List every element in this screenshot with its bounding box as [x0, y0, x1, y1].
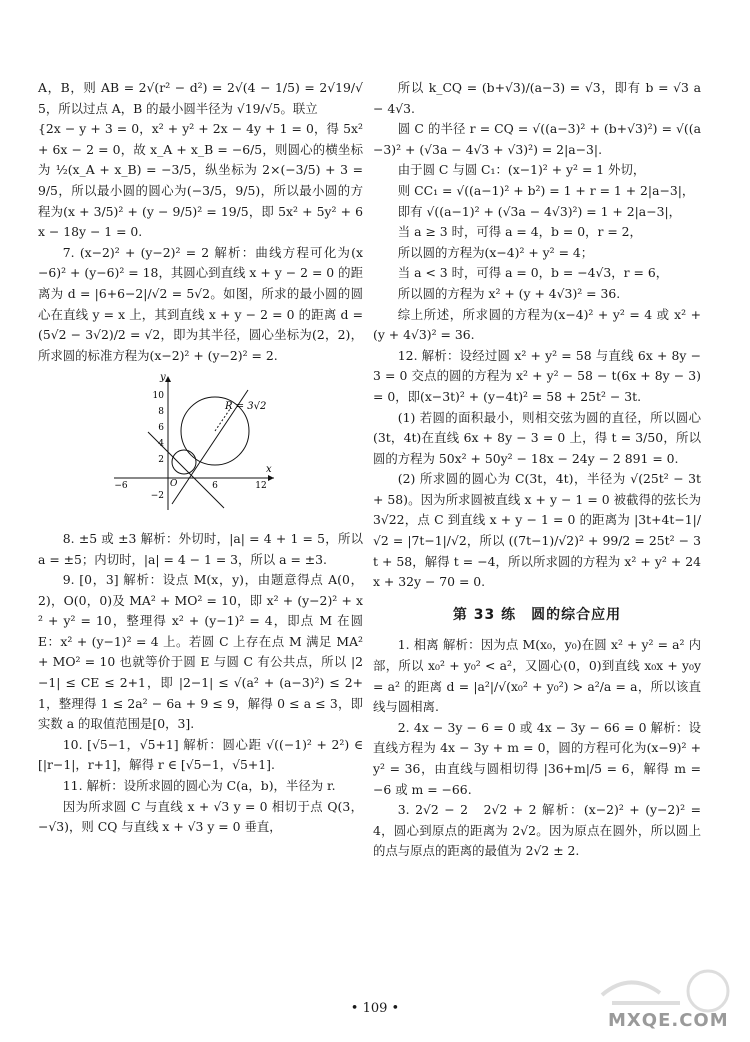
solution-system-equations: {2x − y + 3 = 0，x² + y² + 2x − 4y + 1 = 0，得 5x² + 6x − 2 = 0，故 x_A + x_B = −6/5，则圆心的横坐标为 ½(x_A + x_B) = −3/5，纵坐标为 2×(−3/5) + 3 = 9/5，所以最小圆的圆心为(−3/5，9/5)，所以最小圆的方程为(x + 3/5)² + (y − 9/5)² = 19/5，即 5x² + 5y² + 6x − 18y − 1 = 0.	[38, 121, 363, 240]
circle-eq-2: 所以圆的方程为 x² + (y + 4√3)² = 36.	[397, 285, 621, 301]
case-a-lt-3: 当 a < 3 时，可得 a = 0，b = −4√3，r = 6，	[397, 265, 669, 281]
answer-10: 10. [√5−1，√5+1] 解析：圆心距 √((−1)² + 2²) ∈ [|r−1|，r+1]，解得 r ∈ [√5−1，√5+1].	[38, 736, 363, 773]
external-tangent-line: 由于圆 C 与圆 C₁：(x−1)² + y² = 1 外切，	[397, 162, 646, 178]
section-title: 第 33 练 圆的综合应用	[452, 606, 622, 623]
section-answer-1: 1. 相离 解析：因为点 M(x₀，y₀)在圆 x² + y² = a² 内部，所以 x₀² + y₀² < a²，又圆心(0，0)到直线 x₀x + y₀y = a² 的距离 d = |a²|/√(x₀² + y₀²) > a²/a = a，所以该直线与圆相离.	[373, 637, 701, 715]
watermark-text: MXQE.COM	[608, 1010, 729, 1031]
y-tick: 2	[158, 455, 164, 466]
x-tick-labels	[114, 481, 266, 491]
section-answer-3: 3. 2√2 − 2 2√2 + 2 解析：(x−2)² + (y−2)² = 4，圆心到原点的距离为 2√2。因为原点在圆外，所以圆上的点与原点的距离的最值为 2√2 ± 2.	[373, 802, 701, 859]
slope-line: 所以 k_CQ = (b+√3)/(a−3) = √3，即有 b = √3 a − 4√3.	[373, 80, 701, 116]
y-tick: 4	[158, 439, 164, 450]
answer-8: 8. ±5 或 ±3 解析：外切时，|a| = 4 + 1 = 5，所以 a = ±5；内切时，|a| = 4 − 1 = 3，所以 a = ±3.	[38, 530, 363, 567]
solution-continued-6: A，B，则 AB = 2√(r² − d²) = 2√(4 − 1/5) = 2√19/√5，所以过点 A，B 的最小圆半径为 √19/√5。联立	[38, 80, 363, 116]
answer-11-tangent: 因为所求圆 C 与直线 x + √3 y = 0 相切于点 Q(3，−√3)，则 CQ 与直线 x + √3 y = 0 垂直，	[38, 798, 363, 835]
left-column	[38, 78, 363, 838]
small-circle	[172, 450, 196, 474]
circle-graph-figure	[108, 372, 278, 514]
x-tick: 12	[255, 481, 267, 492]
origin-label: O	[170, 479, 178, 490]
x-tick: −6	[114, 481, 128, 492]
y-tick: 8	[158, 407, 164, 418]
y-axis-arrow-icon	[165, 376, 171, 382]
y-axis-label: y	[160, 372, 166, 384]
page-number: • 109 •	[350, 1001, 400, 1016]
answer-11-intro: 11. 解析：设所求圆的圆心为 C(a，b)，半径为 r.	[62, 778, 336, 794]
answer-9: 9. [0，3] 解析：设点 M(x，y)，由题意得点 A(0，2)，O(0，0)及 MA² + MO² = 10，即 x² + (y−2)² + x² + y² = 10，整理得 x² + (y−1)² = 4，即点 M 在圆 E：x² + (y−1)² = 4 上。若圆 C 上存在点 M 满足 MA² + MO² = 10 也就等价于圆 E 与圆 C 有公共点，所以 |2−1| ≤ CE ≤ 2+1，即 |2−1| ≤ √(a² + (a−3)²) ≤ 2+1，整理得 1 ≤ 2a² − 6a + 9 ≤ 9，解得 0 ≤ a ≤ 3，即实数 a 的取值范围是[0，3].	[38, 572, 363, 732]
right-column	[373, 78, 701, 862]
x-axis-label: x	[266, 464, 272, 476]
radius-line: 圆 C 的半径 r = CQ = √((a−3)² + (b+√3)²) = √((a−3)² + (√3a − 4√3 + √3)²) = 2|a−3|.	[373, 121, 701, 157]
answer-7: 7. (x−2)² + (y−2)² = 2 解析：曲线方程可化为(x−6)² + (y−6)² = 18，其圆心到直线 x + y − 2 = 0 的距离为 d = |6+6−2|/√2 = 5√2。如图，所求的最小圆的圆心在直线 y = x 上，其到直线 x + y − 2 = 0 的距离 d = (5√2 − 3√2)/2 = √2，即为其半径，圆心坐标为(2，2)，所求圆的标准方程为(x−2)² + (y−2)² = 2.	[38, 244, 363, 363]
answer-12-part-2: (2) 所求圆的圆心为 C(3t，4t)，半径为 √(25t² − 3t + 58)。因为所求圆被直线 x + y − 1 = 0 被截得的弦长为 3√22，点 C 到直线 x + y − 1 = 0 的距离为 |3t+4t−1|/√2 = |7t−1|/√2，所以 ((7t−1)/√2)² + 99/2 = 25t² − 3t + 58，解得 t = −4，所以所求圆的方程为 x² + y² + 24x + 32y − 70 = 0.	[373, 471, 701, 590]
circle-eq-1: 所以圆的方程为(x−4)² + y² = 4；	[397, 244, 594, 260]
answer-12: 12. 解析：设经过圆 x² + y² = 58 与直线 6x + 8y − 3 = 0 交点的圆的方程为 x² + y² − 58 − t(6x + 8y − 3) = 0，即(x−3t)² + (y−4t)² = 58 + 25t² − 3t.	[373, 347, 701, 404]
case-a-ge-3: 当 a ≥ 3 时，可得 a = 4，b = 0，r = 2，	[397, 224, 642, 240]
section-answer-2: 2. 4x − 3y − 6 = 0 或 4x − 3y − 66 = 0 解析：设直线方程为 4x − 3y + m = 0，圆的方程可化为(x−9)² + y² = 36，由直线与圆相切得 |36+m|/5 = 6，解得 m = −6 或 m = −66.	[373, 719, 701, 797]
conclusion-11: 综上所述，所求圆的方程为(x−4)² + y² = 4 或 x² + (y + 4√3)² = 36.	[373, 306, 701, 343]
answer-12-part-1: (1) 若圆的面积最小，则相交弦为圆的直径，所以圆心(3t，4t)在直线 6x + 8y − 3 = 0 上，得 t = 3/50，所以圆的方程为 50x² + 50y² − 18x − 24y − 2 891 = 0.	[373, 409, 701, 466]
x-tick: 6	[212, 481, 218, 492]
radius-label: R = 3√2	[225, 401, 267, 413]
y-tick: −2	[150, 491, 164, 502]
x-axis-arrow-icon	[268, 475, 274, 481]
equation-line: 即有 √((a−1)² + (√3a − 4√3)²) = 1 + 2|a−3|，	[397, 203, 682, 219]
center-distance-line: 则 CC₁ = √((a−1)² + b²) = 1 + r = 1 + 2|a−3|，	[397, 182, 695, 198]
y-tick: 10	[152, 391, 164, 402]
y-tick: 6	[158, 423, 164, 434]
